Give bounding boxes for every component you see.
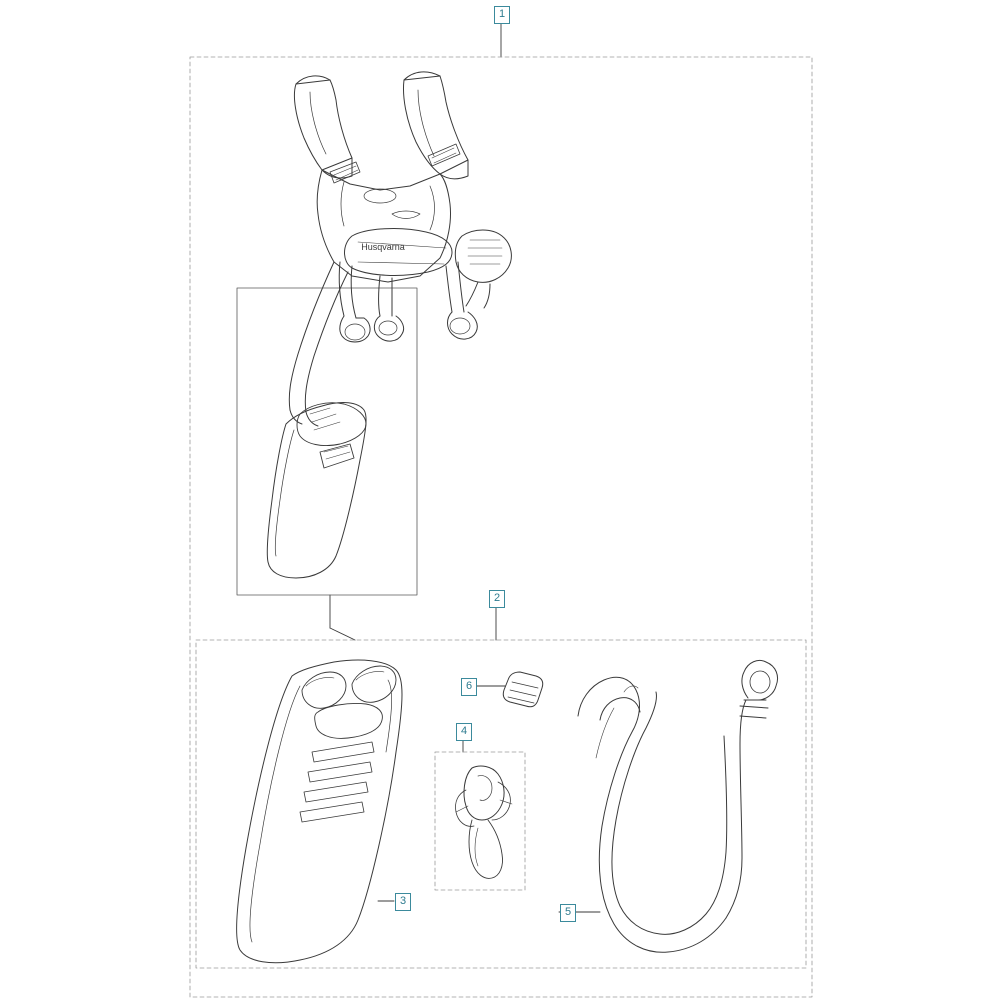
callout-3[interactable]: 3 xyxy=(395,893,411,911)
callout-4[interactable]: 4 xyxy=(456,723,472,741)
group-2-frame xyxy=(196,640,806,968)
harness-assembly-art xyxy=(267,72,511,578)
strap-tube-art xyxy=(578,660,778,952)
brand-wordmark: Husqvarna xyxy=(361,242,405,252)
callout-5[interactable]: 5 xyxy=(560,904,576,922)
backpad-inset-box xyxy=(237,288,417,595)
part-4-frame xyxy=(435,752,525,890)
callout-leader-lines xyxy=(330,22,600,912)
buckle-art xyxy=(503,672,543,707)
callout-1[interactable]: 1 xyxy=(494,6,510,24)
group-1-frame xyxy=(190,57,812,997)
callout-2[interactable]: 2 xyxy=(489,590,505,608)
back-pad-art xyxy=(237,660,402,963)
callout-6[interactable]: 6 xyxy=(461,678,477,696)
clip-art xyxy=(455,766,512,878)
